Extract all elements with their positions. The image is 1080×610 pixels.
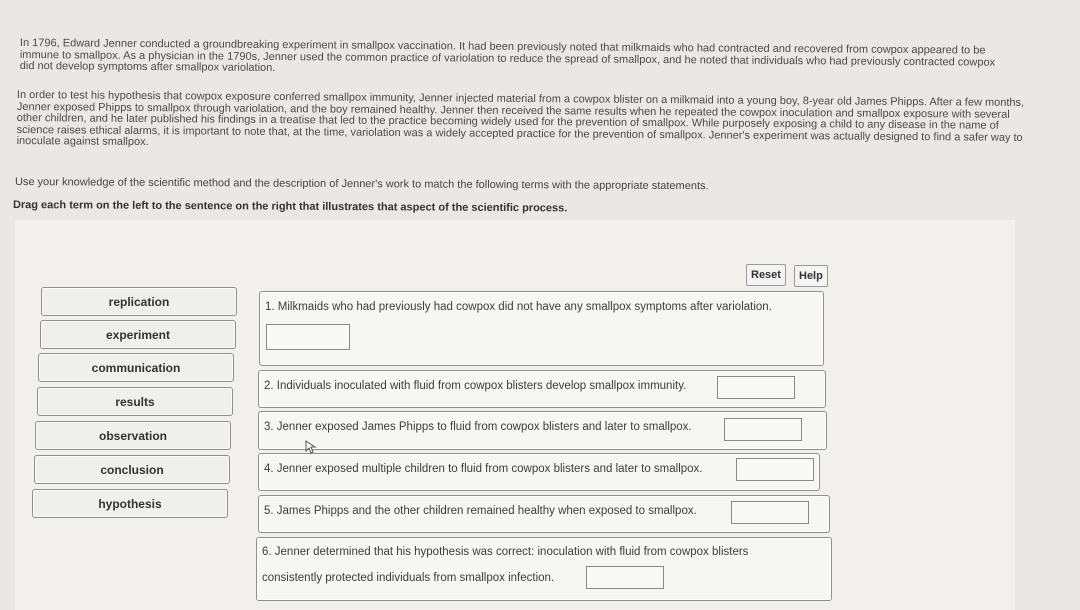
reset-button[interactable]: Reset [746, 264, 786, 286]
statement-2 [258, 370, 826, 408]
drop-target-6[interactable] [586, 566, 664, 589]
statement-4 [258, 453, 820, 491]
passage-paragraph-1: In 1796, Edward Jenner conducted a groundbreaking experiment in smallpox vaccination. It had been previously noted that milkmaids who had contracted and recovered from cowpox appeared to be immune to smallpox. As a physician in the 1790s, Jenner used the common practice of variolation to reduce the spread of smallpox, and he noted that individuals who had previously contracted cowpox did not develop symptoms after smallpox variolation. [19, 37, 996, 75]
statement-5-text: 5. James Phipps and the other children remained healthy when exposed to smallpox. [264, 505, 697, 517]
statement-3-text: 3. Jenner exposed James Phipps to fluid from cowpox blisters and later to smallpox. [264, 421, 692, 433]
mouse-cursor-icon [305, 440, 317, 454]
term-replication[interactable]: replication [41, 287, 237, 316]
drop-target-1[interactable] [266, 324, 350, 350]
help-button[interactable]: Help [794, 265, 828, 287]
term-conclusion[interactable]: conclusion [34, 455, 230, 484]
drop-target-3[interactable] [724, 418, 802, 441]
term-observation[interactable]: observation [35, 421, 231, 450]
drop-target-2[interactable] [717, 376, 795, 399]
statement-1-text: 1. Milkmaids who had previously had cowpox did not have any smallpox symptoms after variolation. [265, 301, 772, 313]
instructions-text: Use your knowledge of the scientific method and the description of Jenner's work to match the following terms with the appropriate statements. [14, 176, 709, 193]
statement-3 [258, 411, 827, 450]
term-communication[interactable]: communication [38, 353, 234, 382]
statement-6-text-line-1: 6. Jenner determined that his hypothesis was correct: inoculation with fluid from cowpox blisters [262, 546, 749, 558]
passage-paragraph-2: In order to test his hypothesis that cowpox exposure conferred smallpox immunity, Jenner injected material from a cowpox blister on a milkmaid into a young boy, 8-year old James Phipps. After a few months, Jenner exposed Phipps to smallpox through variolation, and the boy remained healthy. Jenner then received the same results when he repeated the cowpox inoculation and smallpox exposure with several other children, and he later published his findings in a treatise that led to the practice becoming widely used for the prevention of smallpox. While purposely exposing a child to any disease in the name of science raises ethical alarms, it is important to note that, at the time, variolation was a widely accepted practice for the prevention of smallpox. Jenner's experiment was actually designed to find a safer way to inoculate against smallpox. [16, 89, 1025, 149]
statement-5 [258, 495, 830, 533]
drop-target-4[interactable] [736, 458, 814, 481]
statement-2-text: 2. Individuals inoculated with fluid from cowpox blisters develop smallpox immunity. [264, 380, 687, 392]
statement-4-text: 4. Jenner exposed multiple children to fluid from cowpox blisters and later to smallpox. [264, 463, 703, 475]
drag-instructions: Drag each term on the left to the sentence on the right that illustrates that aspect of the scientific process. [12, 199, 568, 215]
statement-1 [259, 291, 824, 366]
term-experiment[interactable]: experiment [40, 320, 236, 349]
drop-target-5[interactable] [731, 501, 809, 524]
statement-6-text-line-2: consistently protected individuals from smallpox infection. [262, 572, 555, 584]
term-results[interactable]: results [37, 387, 233, 416]
term-hypothesis[interactable]: hypothesis [32, 489, 228, 518]
statement-6 [256, 537, 832, 601]
